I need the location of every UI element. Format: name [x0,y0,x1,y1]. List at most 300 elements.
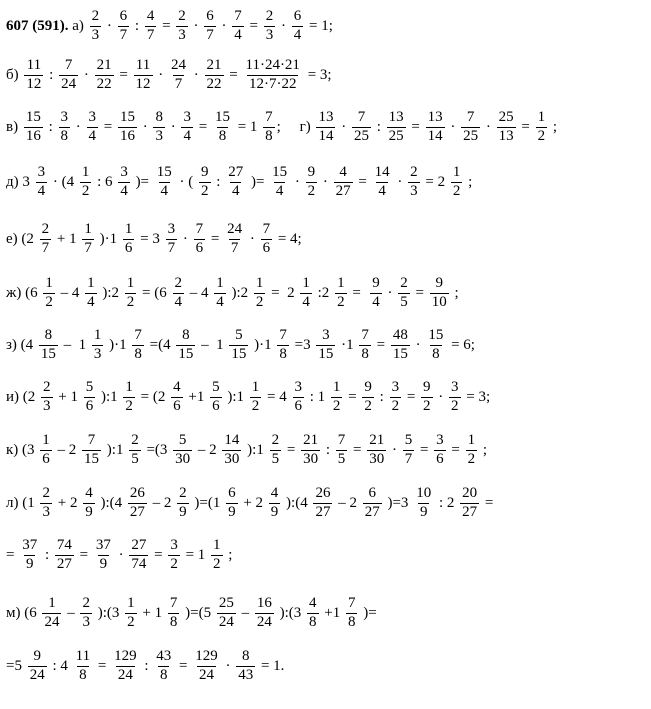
numerator: 26 [315,485,331,501]
math-text: = 2 [267,284,299,301]
numerator: 7 [134,327,142,343]
math-text: · [411,336,425,353]
math-text: · [291,173,304,190]
fraction [398,276,410,311]
math-text: : [41,546,53,563]
fraction [536,110,548,145]
line-l [6,486,493,521]
numerator: 2 [42,485,50,501]
denominator: 6 [42,450,50,467]
numerator: 27 [228,164,244,180]
numerator: 7 [234,8,242,24]
denominator: 4 [120,182,128,199]
math-text: · (4 [49,173,78,190]
numerator: 3 [183,109,191,125]
fraction [387,110,406,145]
math-text: :2 [313,284,334,301]
denominator: 9 [419,503,428,520]
denominator: 8 [265,127,273,144]
numerator: 7 [279,327,287,343]
fraction [123,380,135,415]
numerator: 3 [391,379,400,395]
fraction [255,596,274,631]
fraction [264,9,276,44]
fraction [59,58,78,93]
denominator: 2 [423,397,431,414]
denominator: 15 [84,450,100,467]
denominator: 27 [129,503,145,520]
numerator: 25 [218,595,234,611]
numerator: 2 [271,432,280,448]
problem-number: 607 (591). [6,17,69,34]
denominator: 10 [431,293,447,310]
denominator: 6 [212,397,220,414]
fraction [125,596,137,631]
numerator: 9 [435,275,443,291]
denominator: 4 [160,182,169,199]
fraction [362,380,374,415]
numerator: 11 [135,57,151,73]
denominator: 5 [271,450,280,467]
denominator: 2 [126,293,135,310]
denominator: 3 [93,345,102,362]
numerator: 7 [466,109,475,125]
math-text: – [237,604,253,621]
numerator: 15 [214,109,230,125]
denominator: 24 [44,613,60,630]
numerator: 3 [88,109,96,125]
fraction [229,328,248,363]
fraction [80,165,92,200]
numerator: 10 [416,485,432,501]
math-text: = 6; [447,336,475,353]
math-text: ):1 [223,388,248,405]
math-text: : [131,17,143,34]
denominator: 3 [42,503,50,520]
denominator: 2 [467,450,476,467]
fraction [153,110,165,145]
math-text: = [115,66,132,83]
denominator: 6 [262,239,271,256]
line-b [6,58,332,93]
fraction [39,328,58,363]
numerator: 1 [42,432,50,448]
denominator: 14 [427,127,443,144]
fraction [363,486,382,521]
numerator: 11·24·21 [245,57,300,73]
fraction [316,110,335,145]
numerator: 129 [195,648,218,664]
denominator: 2 [391,397,400,414]
math-text: · [166,118,180,135]
math-text: ):2 [227,284,252,301]
fraction [74,649,92,684]
fraction [154,649,173,684]
math-text: : [322,441,334,458]
numerator: 37 [22,537,38,553]
numerator: 3 [294,379,302,395]
numerator: 7 [265,109,273,125]
numerator: 6 [119,8,128,24]
denominator: 4 [216,293,224,310]
numerator: 21 [206,57,222,73]
denominator: 5 [337,450,346,467]
denominator: 14 [318,127,334,144]
math-text: +1 [184,388,209,405]
fraction [181,110,193,145]
math-text: = 4; [274,230,302,247]
math-text: · [337,118,350,135]
math-text: = [344,388,361,405]
fraction [232,9,244,44]
math-text: : 4 [48,657,72,674]
fraction [169,58,188,93]
numerator: 3 [120,164,128,180]
numerator: 14 [224,432,240,448]
math-text: : [212,173,225,190]
math-text: · [179,230,192,247]
denominator: 2 [213,555,221,572]
fraction [306,165,318,200]
denominator: 8 [134,345,142,362]
denominator: 6 [195,239,204,256]
math-text: и) (2 [6,388,40,405]
math-text: = [207,230,224,247]
numerator: 1 [45,275,53,291]
numerator: 2 [400,275,408,291]
math-text: · [72,118,85,135]
fraction [430,276,449,311]
denominator: 8 [159,666,168,683]
fraction [313,486,332,521]
fraction [434,433,446,468]
fraction [408,165,420,200]
denominator: 8 [60,127,68,144]
math-text: )=3 [383,494,413,511]
denominator: 8 [218,127,227,144]
math-text: ; [450,284,459,301]
fraction [125,276,137,311]
numerator: 2 [91,8,100,24]
math-text: = 2 [421,173,449,190]
fraction [414,486,433,521]
math-text: = 1. [257,657,285,674]
numerator: 9 [201,164,209,180]
denominator: 4 [372,293,380,310]
fraction [92,328,104,363]
math-text: м) (6 [6,604,41,621]
math-text: ·1 [337,336,358,353]
fraction [28,649,47,684]
fraction [118,165,130,200]
fraction [373,165,392,200]
fraction [176,328,195,363]
math-text: =5 [6,657,26,674]
fraction [168,596,180,631]
denominator: 6 [436,450,444,467]
math-text: – [63,604,79,621]
numerator: 3 [167,221,176,237]
fraction [359,328,371,363]
math-text: = 1; [305,17,333,34]
math-text: : [45,66,58,83]
math-text: = [194,118,211,135]
fraction [87,110,99,145]
denominator: 2 [81,182,90,199]
denominator: 8 [309,613,317,630]
denominator: 7 [167,239,176,256]
numerator: 6 [206,8,214,24]
numerator: 4 [146,8,155,24]
denominator: 8 [361,345,369,362]
fraction [367,433,386,468]
math-text: л) (1 [6,494,39,511]
fraction [370,276,382,311]
fraction [168,538,180,573]
math-text: )= [359,604,377,621]
numerator: 9 [364,379,372,395]
math-text: = 3 [136,230,164,247]
fraction [145,9,157,44]
math-text: – 2 [194,441,221,458]
fraction [123,222,135,257]
fraction [449,380,461,415]
fraction [199,165,211,200]
denominator: 15 [318,345,334,362]
denominator: 27 [315,503,331,520]
numerator: 5 [178,432,187,448]
fraction [118,9,130,44]
numerator: 2 [410,164,418,180]
fraction [460,486,479,521]
fraction [129,433,141,468]
line-zh [6,276,459,311]
denominator: 7 [119,26,128,43]
fraction [254,276,266,311]
denominator: 8 [279,345,287,362]
denominator: 7 [174,75,183,92]
line-v-g [6,110,557,145]
line-m [6,596,377,631]
denominator: 12·7·22 [248,75,297,92]
math-text: ):(4 [96,494,126,511]
math-text: )=(1 [190,494,225,511]
fraction [176,9,188,44]
math-text: = [349,441,366,458]
denominator: 4 [378,182,386,199]
fraction [292,9,304,44]
numerator: 1 [48,595,56,611]
numerator: 15 [156,164,172,180]
fraction [331,380,343,415]
numerator: 1 [81,164,90,180]
denominator: 30 [224,450,240,467]
fraction [129,538,148,573]
math-text: ; г) [276,118,315,135]
math-text: + 1 [54,388,82,405]
math-text: ; [224,546,233,563]
numerator: 7 [357,109,366,125]
math-text: ж) (6 [6,284,42,301]
denominator: 3 [265,26,274,43]
fraction [24,58,43,93]
numerator: 11 [75,648,91,664]
math-text: д) 3 [6,173,34,190]
math-text: · [482,118,495,135]
denominator: 3 [155,127,163,144]
denominator: 25 [353,127,369,144]
fraction [204,9,216,44]
denominator: 22 [96,75,112,92]
numerator: 2 [43,379,51,395]
denominator: 2 [251,397,260,414]
denominator: 7 [41,239,50,256]
denominator: 2 [364,397,372,414]
denominator: 8 [432,345,440,362]
numerator: 26 [129,485,145,501]
denominator: 9 [25,555,34,572]
fraction [171,380,183,415]
math-text: : 6 [93,173,117,190]
numerator: 48 [392,327,408,343]
math-text: = [411,284,428,301]
fraction [193,649,220,684]
denominator: 3 [91,26,100,43]
math-text: = [245,17,262,34]
line-m-cont [6,649,284,684]
fraction [226,486,238,521]
numerator: 37 [95,537,111,553]
fraction [94,538,113,573]
math-text: = [175,657,192,674]
math-text: = [403,388,420,405]
math-text: ; [464,173,473,190]
numerator: 24 [227,221,243,237]
fraction [205,58,224,93]
denominator: 2 [537,127,546,144]
numerator: 7 [337,432,346,448]
numerator: 13 [427,109,443,125]
fraction [346,596,358,631]
fraction [451,165,463,200]
fraction [226,165,245,200]
denominator: 7 [404,450,413,467]
math-text: + 2 [53,494,82,511]
denominator: 8 [79,666,87,683]
math-text: · [277,17,290,34]
numerator: 1 [332,379,341,395]
math-text: + 2 [239,494,267,511]
numerator: 3 [60,109,68,125]
fraction [336,433,348,468]
math-text: : [372,118,385,135]
math-text: = [75,546,92,563]
line-k [6,433,487,468]
fraction [40,433,52,468]
fraction [41,380,53,415]
math-text: · [393,173,407,190]
numerator: 6 [228,485,236,501]
fraction [177,486,189,521]
math-text: · [154,66,168,83]
denominator: 24 [198,666,214,683]
denominator: 24 [218,613,234,630]
fraction [316,328,335,363]
math-text: = [94,657,111,674]
numerator: 16 [256,595,272,611]
math-text: · ( [175,173,198,190]
denominator: 8 [347,613,356,630]
fraction [300,276,312,311]
denominator: 13 [498,127,514,144]
denominator: 16 [25,127,41,144]
fraction [80,596,92,631]
line-l-cont [6,538,232,573]
math-text: · [246,230,259,247]
math-text: ; [479,441,488,458]
fraction [403,433,415,468]
math-text: : [140,657,153,674]
fraction [82,222,94,257]
denominator: 6 [173,397,181,414]
numerator: 13 [388,109,404,125]
math-text: = [150,546,167,563]
denominator: 12 [135,75,151,92]
math-text: = 3; [462,388,491,405]
math-text: = [283,441,300,458]
fraction [222,433,241,468]
denominator: 30 [369,450,385,467]
denominator: 24 [256,613,272,630]
fraction [426,328,445,363]
denominator: 4 [293,26,302,43]
numerator: 13 [318,109,334,125]
fraction [421,380,433,415]
math-text: = 4 [263,388,291,405]
numerator: 8 [241,648,250,664]
math-text: = [100,118,116,135]
denominator: 12 [26,75,42,92]
fraction [132,328,144,363]
line-e [6,222,302,257]
fraction [194,222,206,257]
fraction [466,433,478,468]
numerator: 4 [270,485,279,501]
fraction [293,380,305,415]
denominator: 25 [388,127,404,144]
fraction [166,222,178,257]
fraction [461,110,480,145]
math-text: = [407,118,424,135]
math-text: б) [6,66,23,83]
math-text: ):1 [243,441,268,458]
denominator: 24 [117,666,133,683]
math-text: = (6 [138,284,171,301]
denominator: 9 [228,503,236,520]
denominator: 15 [40,345,56,362]
math-text: ; [549,118,558,135]
denominator: 6 [294,397,302,414]
math-text: = [481,494,494,511]
denominator: 74 [131,555,147,572]
numerator: 2 [41,221,50,237]
denominator: 2 [170,555,178,572]
denominator: 4 [183,127,191,144]
fraction [20,538,39,573]
denominator: 9 [270,503,279,520]
numerator: 21 [303,432,319,448]
math-text: · [319,173,332,190]
